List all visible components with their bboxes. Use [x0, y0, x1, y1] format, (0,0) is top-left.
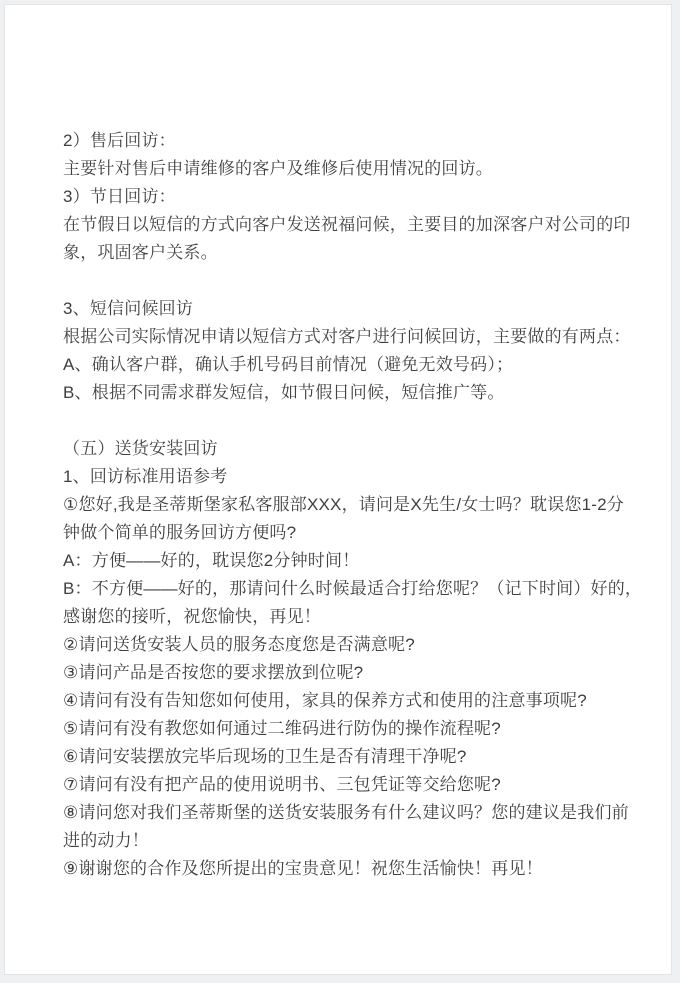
text-line: 1、回访标准用语参考	[63, 467, 228, 486]
text-line: 进的动力！	[63, 831, 149, 850]
text-line: 钟做个简单的服务回访方便吗?	[63, 523, 297, 542]
text-line: 3、短信问候回访	[63, 299, 194, 318]
text-line: A、确认客户群，确认手机号码目前情况（避免无效号码）；	[63, 355, 514, 374]
text-line: ②请问送货安装人员的服务态度您是否满意呢?	[63, 635, 415, 654]
text-line: ①您好,我是圣蒂斯堡家私客服部XXX，请问是X先生/女士吗？耽误您1-2分	[63, 495, 625, 514]
text-line: A：方便——好的，耽误您2分钟时间！	[63, 551, 360, 570]
text-line: （五）送货安装回访	[63, 439, 218, 458]
text-line: B：不方便——好的，那请问什么时候最适合打给您呢？（记下时间）好的，	[63, 579, 643, 598]
text-line: 在节假日以短信的方式向客户发送祝福问候，主要目的加深客户对公司的印	[63, 215, 631, 234]
text-line: 感谢您的接听，祝您愉快，再见！	[63, 607, 321, 626]
text-line: ⑨谢谢您的合作及您所提出的宝贵意见！祝您生活愉快！再见！	[63, 859, 543, 878]
blank-line	[63, 407, 623, 435]
text-line: 主要针对售后申请维修的客户及维修后使用情况的回访。	[63, 159, 493, 178]
text-line: ⑧请问您对我们圣蒂斯堡的送货安装服务有什么建议吗？您的建议是我们前	[63, 803, 629, 822]
text-line: ④请问有没有告知您如何使用，家具的保养方式和使用的注意事项呢?	[63, 691, 587, 710]
document-content	[5, 5, 671, 883]
text-line: 2）售后回访：	[63, 131, 176, 150]
text-line: 3）节日回访：	[63, 187, 176, 206]
text-line: ⑥请问安装摆放完毕后现场的卫生是否有清理干净呢?	[63, 747, 467, 766]
blank-line	[63, 267, 623, 295]
text-line: 象，巩固客户关系。	[63, 243, 218, 262]
text-line: B、根据不同需求群发短信，如节假日问候，短信推广等。	[63, 383, 505, 402]
document-page	[4, 4, 672, 975]
text-line: 根据公司实际情况申请以短信方式对客户进行问候回访，主要做的有两点：	[63, 327, 631, 346]
text-line: ⑦请问有没有把产品的使用说明书、三包凭证等交给您呢?	[63, 775, 501, 794]
text-line: ⑤请问有没有教您如何通过二维码进行防伪的操作流程呢?	[63, 719, 501, 738]
text-line: ③请问产品是否按您的要求摆放到位呢?	[63, 663, 364, 682]
